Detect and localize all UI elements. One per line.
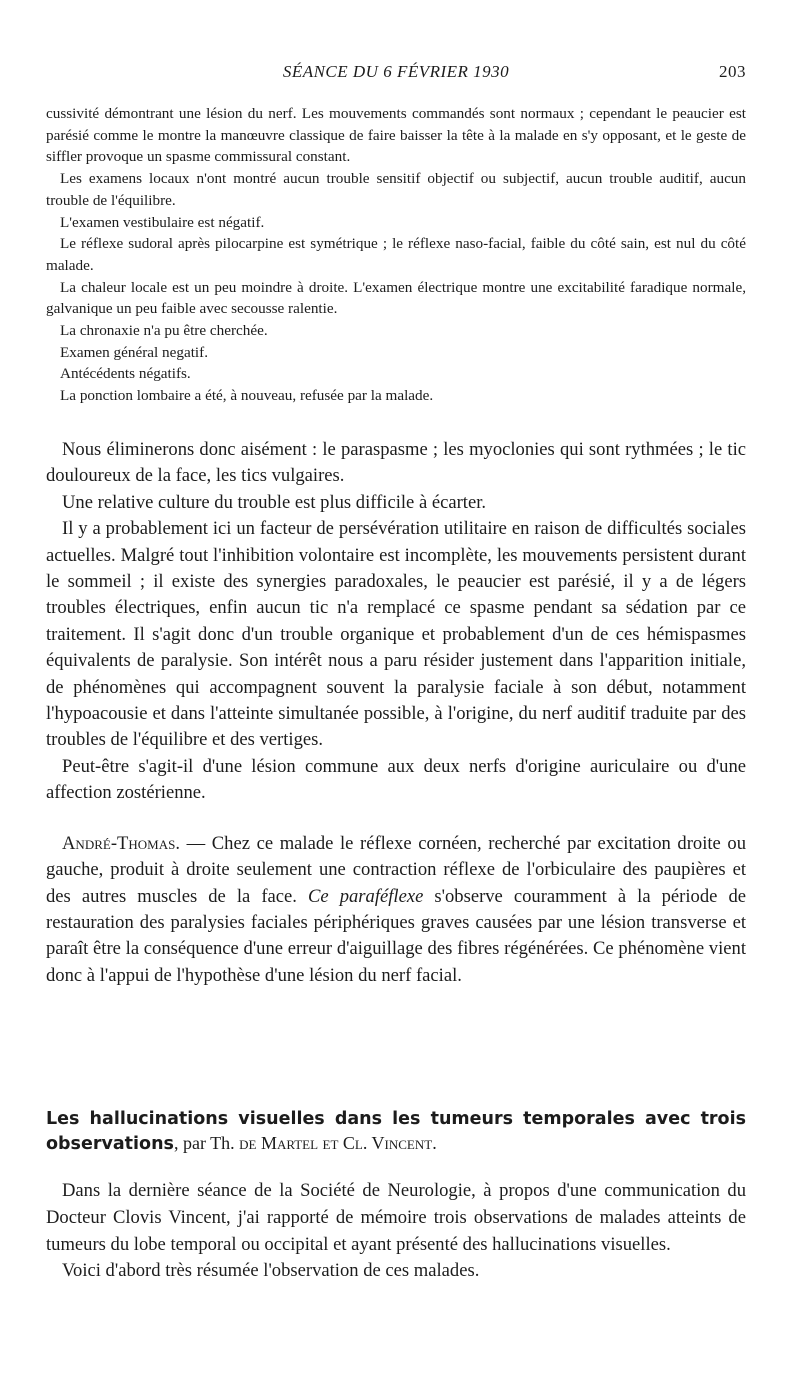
discussion-paragraph: Une relative culture du trouble est plus difficile à écarter.: [62, 491, 487, 513]
section-heading: [46, 1107, 746, 1156]
case-paragraph: L'examen vestibulaire est négatif.: [60, 213, 265, 231]
case-paragraph: La chaleur locale est un peu moindre à droite. L'examen électrique montre une excitabilité faradique normale, galvanique un peu faible avec secousse ralentie.: [46, 278, 746, 318]
case-paragraph: Antécédents négatifs.: [60, 365, 191, 383]
running-title: SÉANCE DU 6 FÉVRIER 1930: [282, 62, 510, 81]
comment-text-after: s'observe couramment à la période de restauration des paralysies faciales périphériques graves causées par une lésion transverse et paraît être la conséquence d'une erreur d'aiguillage des fibres régénérées. Ce phénomène vient donc à l'appui de l'hypothèse d'une lésion du nerf facial.: [46, 885, 746, 986]
case-paragraph: La ponction lombaire a été, à nouveau, refusée par la malade.: [60, 387, 434, 405]
comment-text-before: . — Chez ce malade le réflexe cornéen, recherché par excitation droite ou gauche, produit à droite seulement une contraction réflexe de l'orbiculaire des paupières et des autres muscles de la face.: [46, 832, 746, 907]
comment-italic-term: Ce paraféflexe: [307, 885, 424, 907]
article-paragraph: Voici d'abord très résumée l'observation de ces malades.: [62, 1260, 480, 1282]
case-paragraph: cussivité démontrant une lésion du nerf. Les mouvements commandés sont normaux ; cependant le peaucier est parésié comme le montre la manœuvre classique de faire baisser la tête à la malade en s'y opposant, et le geste de siffler provoque un spasme commissural constant.: [46, 105, 746, 166]
comment-paragraph: [46, 831, 746, 989]
page-number: 203: [719, 62, 746, 81]
discussion-paragraph: Il y a probablement ici un facteur de persévération utilitaire en raison de difficultés sociales actuelles. Malgré tout l'inhibition volontaire est incomplète, les mouvements persistent durant le sommeil ; il existe des synergies paradoxales, le peaucier est parésié, il y a de légers troubles électriques, enfin aucun tic n'a remplacé ce spasme pendant sa sédation par ce traitement. Il s'agit donc d'un trouble organique et probablement d'un de ces hémispasmes équivalents de paralysie. Son intérêt nous a paru résider justement dans l'apparition initiale, de phénomènes qui accompagnent souvent la paralysie faciale à son début, notamment l'hypoacousie et dans l'atteinte simultanée possible, à l'origine, du nerf auditif traduite par des troubles de l'équilibre et des vertiges.: [46, 518, 746, 751]
discussion-paragraph: Nous éliminerons donc aisément : le paraspasme ; les myoclonies qui sont rythmées ; le tic douloureux de la face, les tics vulgaires.: [46, 439, 746, 487]
discussion-block: [46, 437, 746, 989]
section-authors: de Martel et Cl. Vincent.: [239, 1133, 437, 1153]
section-byline-prefix: , par Th.: [173, 1133, 240, 1153]
comment-author: André-Thomas: [62, 832, 176, 854]
case-paragraph: Le réflexe sudoral après pilocarpine est symétrique ; le réflexe naso-facial, faible du côté sain, est nul du côté malade.: [46, 235, 746, 274]
new-article-body: [46, 1178, 746, 1285]
discussion-paragraph: Peut-être s'agit-il d'une lésion commune aux deux nerfs d'origine auriculaire ou d'une affection zostérienne.: [46, 755, 746, 804]
case-paragraph: Les examens locaux n'ont montré aucun trouble sensitif objectif ou subjectif, aucun trouble auditif, aucun trouble de l'équilibre.: [46, 170, 746, 209]
article-paragraph: Dans la dernière séance de la Société de Neurologie, à propos d'une communication du Docteur Clovis Vincent, j'ai rapporté de mémoire trois observations de malades atteints de tumeurs du lobe temporal ou occipital et ayant présenté des hallucinations visuelles.: [46, 1180, 746, 1255]
case-paragraph: Examen général negatif.: [60, 343, 209, 361]
case-paragraph: La chronaxie n'a pu être cherchée.: [60, 322, 268, 340]
section-title: Les hallucinations visuelles dans les tumeurs temporales avec trois observations: [46, 1109, 746, 1154]
running-head: [46, 62, 746, 86]
case-report-continuation: [46, 103, 746, 407]
